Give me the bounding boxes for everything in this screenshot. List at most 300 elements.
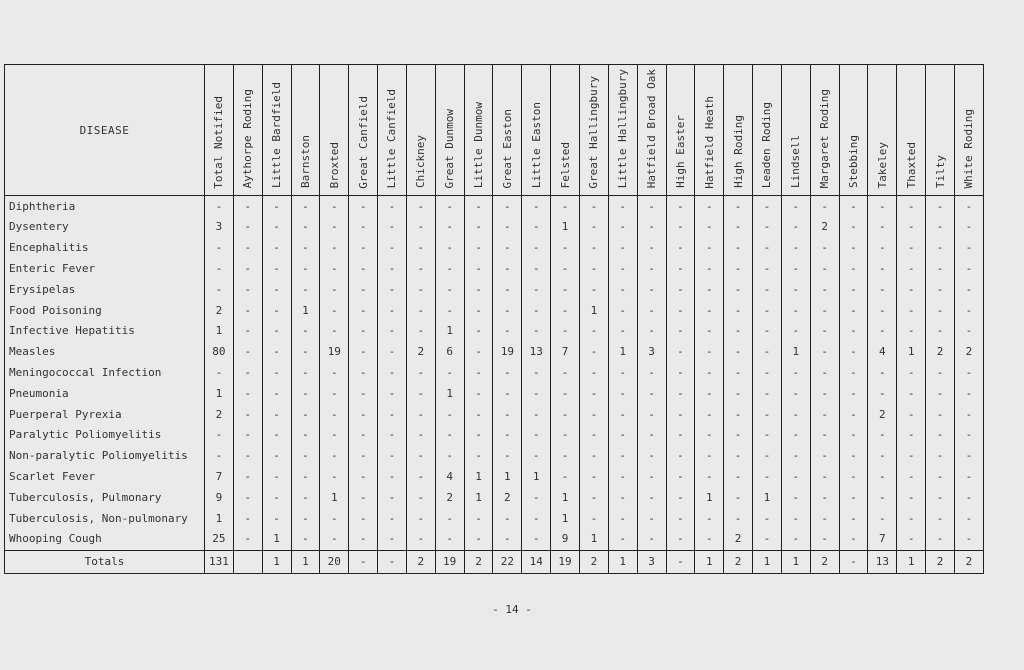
totals-cell: 2 xyxy=(926,550,955,573)
table-cell: - xyxy=(378,217,407,238)
table-cell: - xyxy=(637,446,666,467)
table-cell: - xyxy=(753,259,782,280)
totals-cell: 1 xyxy=(753,550,782,573)
table-cell: - xyxy=(291,279,320,300)
table-cell: - xyxy=(608,300,637,321)
table-cell: - xyxy=(637,321,666,342)
table-cell: - xyxy=(522,508,551,529)
table-cell: - xyxy=(695,342,724,363)
table-cell: - xyxy=(435,217,464,238)
table-cell: - xyxy=(608,279,637,300)
totals-cell: 19 xyxy=(551,550,580,573)
totals-cell: - xyxy=(666,550,695,573)
table-cell: - xyxy=(724,363,753,384)
table-cell: 3 xyxy=(637,342,666,363)
table-cell: - xyxy=(608,404,637,425)
table-cell: - xyxy=(378,259,407,280)
table-cell: 1 xyxy=(522,467,551,488)
column-header-22 xyxy=(839,65,868,196)
table-cell: - xyxy=(551,259,580,280)
table-cell: 1 xyxy=(262,529,291,550)
table-cell: - xyxy=(724,487,753,508)
table-cell: - xyxy=(233,425,262,446)
table-cell: - xyxy=(291,342,320,363)
table-cell: - xyxy=(349,259,378,280)
table-cell: - xyxy=(753,383,782,404)
table-cell: - xyxy=(522,529,551,550)
table-cell: - xyxy=(724,321,753,342)
column-header-7 xyxy=(406,65,435,196)
table-cell: - xyxy=(810,196,839,217)
table-cell: - xyxy=(781,508,810,529)
table-cell: - xyxy=(666,300,695,321)
totals-cell: 2 xyxy=(954,550,983,573)
table-cell: 2 xyxy=(406,342,435,363)
column-header-0 xyxy=(205,65,234,196)
table-cell: 3 xyxy=(205,217,234,238)
table-cell: 1 xyxy=(695,487,724,508)
table-cell: - xyxy=(666,487,695,508)
table-cell: - xyxy=(695,425,724,446)
table-cell: - xyxy=(320,279,349,300)
table-cell: - xyxy=(291,217,320,238)
table-cell: - xyxy=(608,467,637,488)
table-cell: - xyxy=(926,259,955,280)
table-cell: - xyxy=(954,508,983,529)
table-cell: - xyxy=(637,508,666,529)
table-cell: - xyxy=(608,383,637,404)
table-cell: - xyxy=(753,279,782,300)
table-cell: - xyxy=(320,404,349,425)
table-cell: - xyxy=(926,217,955,238)
table-cell: - xyxy=(753,529,782,550)
table-cell: - xyxy=(781,529,810,550)
table-cell: - xyxy=(262,467,291,488)
totals-cell: 1 xyxy=(262,550,291,573)
table-cell: - xyxy=(897,300,926,321)
table-cell: - xyxy=(695,383,724,404)
table-cell: - xyxy=(724,508,753,529)
table-cell: - xyxy=(522,446,551,467)
table-cell: - xyxy=(666,217,695,238)
table-cell: - xyxy=(868,259,897,280)
table-cell: - xyxy=(291,508,320,529)
table-cell: - xyxy=(406,279,435,300)
table-cell: - xyxy=(781,259,810,280)
table-cell: 1 xyxy=(464,467,493,488)
table-cell: - xyxy=(522,487,551,508)
table-cell: - xyxy=(753,300,782,321)
totals-cell: - xyxy=(378,550,407,573)
disease-column-header: DISEASE xyxy=(5,65,205,196)
table-cell: - xyxy=(406,321,435,342)
table-cell: - xyxy=(637,425,666,446)
table-cell: - xyxy=(637,383,666,404)
disease-name: Diphtheria xyxy=(5,196,205,217)
table-cell: - xyxy=(522,217,551,238)
table-cell: - xyxy=(781,363,810,384)
table-cell: - xyxy=(464,508,493,529)
table-cell: - xyxy=(435,404,464,425)
table-cell: - xyxy=(378,238,407,259)
table-cell: - xyxy=(810,259,839,280)
table-cell: - xyxy=(464,300,493,321)
table-cell: - xyxy=(579,238,608,259)
table-cell: - xyxy=(897,217,926,238)
table-cell: 25 xyxy=(205,529,234,550)
table-cell: - xyxy=(493,217,522,238)
table-cell: - xyxy=(551,446,580,467)
table-cell: - xyxy=(781,425,810,446)
table-cell: - xyxy=(262,321,291,342)
column-header-label: Thaxted xyxy=(904,141,918,189)
table-cell: - xyxy=(349,300,378,321)
table-cell: - xyxy=(926,425,955,446)
column-header-1 xyxy=(233,65,262,196)
column-header-label: Total Notified xyxy=(212,95,226,189)
table-cell: - xyxy=(637,259,666,280)
table-cell: - xyxy=(579,508,608,529)
table-cell: - xyxy=(406,487,435,508)
table-cell: - xyxy=(291,238,320,259)
table-row xyxy=(5,238,984,259)
table-cell: - xyxy=(695,508,724,529)
column-header-5 xyxy=(349,65,378,196)
table-cell: - xyxy=(810,238,839,259)
table-cell: 7 xyxy=(551,342,580,363)
table-row xyxy=(5,383,984,404)
table-cell: - xyxy=(349,196,378,217)
table-cell: - xyxy=(320,238,349,259)
table-cell: - xyxy=(522,300,551,321)
table-cell: 80 xyxy=(205,342,234,363)
table-cell: - xyxy=(320,321,349,342)
table-cell: - xyxy=(637,467,666,488)
table-cell: - xyxy=(724,342,753,363)
table-cell: - xyxy=(954,404,983,425)
table-cell: 2 xyxy=(810,217,839,238)
table-cell: - xyxy=(464,529,493,550)
table-cell: - xyxy=(233,238,262,259)
column-header-18 xyxy=(724,65,753,196)
column-header-label: Margaret Roding xyxy=(818,88,832,189)
table-cell: - xyxy=(406,196,435,217)
table-cell: - xyxy=(435,529,464,550)
table-cell: - xyxy=(810,321,839,342)
column-header-label: Little Bardfield xyxy=(270,82,284,189)
table-cell: - xyxy=(666,404,695,425)
table-cell: - xyxy=(781,467,810,488)
table-cell: - xyxy=(637,529,666,550)
disease-name: Encephalitis xyxy=(5,238,205,259)
table-cell: - xyxy=(349,425,378,446)
table-cell: - xyxy=(464,259,493,280)
table-cell: - xyxy=(666,196,695,217)
table-cell: - xyxy=(781,279,810,300)
table-cell: - xyxy=(666,238,695,259)
column-header-label: Stebbing xyxy=(846,135,860,189)
table-cell: - xyxy=(320,259,349,280)
totals-cell: 19 xyxy=(435,550,464,573)
table-cell: - xyxy=(637,196,666,217)
totals-cell: - xyxy=(839,550,868,573)
table-cell: - xyxy=(666,383,695,404)
table-cell: 2 xyxy=(926,342,955,363)
table-cell: - xyxy=(464,383,493,404)
table-cell: - xyxy=(406,446,435,467)
table-cell: - xyxy=(349,529,378,550)
column-header-2 xyxy=(262,65,291,196)
table-cell: - xyxy=(839,446,868,467)
table-cell: - xyxy=(954,467,983,488)
table-cell: - xyxy=(464,321,493,342)
table-cell: - xyxy=(868,238,897,259)
table-cell: - xyxy=(291,446,320,467)
table-row xyxy=(5,259,984,280)
table-cell: - xyxy=(291,383,320,404)
column-header-label: High Easter xyxy=(673,115,687,189)
table-cell: - xyxy=(695,238,724,259)
table-cell: - xyxy=(349,487,378,508)
table-cell: - xyxy=(695,467,724,488)
table-cell: 2 xyxy=(493,487,522,508)
table-cell: - xyxy=(839,487,868,508)
column-header-label: Chickney xyxy=(414,135,428,189)
table-cell: - xyxy=(233,446,262,467)
table-cell: - xyxy=(839,425,868,446)
table-cell: - xyxy=(522,279,551,300)
totals-cell: 20 xyxy=(320,550,349,573)
table-cell: 6 xyxy=(435,342,464,363)
table-cell: - xyxy=(954,196,983,217)
column-header-label: Tilty xyxy=(933,155,947,189)
table-cell: - xyxy=(493,404,522,425)
table-cell: - xyxy=(724,425,753,446)
disease-name: Pneumonia xyxy=(5,383,205,404)
table-cell: - xyxy=(291,404,320,425)
table-cell: - xyxy=(897,259,926,280)
table-cell: - xyxy=(320,217,349,238)
table-cell: - xyxy=(320,383,349,404)
table-cell: - xyxy=(579,259,608,280)
table-cell: 1 xyxy=(551,217,580,238)
table-cell: - xyxy=(810,404,839,425)
table-cell: - xyxy=(839,217,868,238)
table-cell: - xyxy=(839,196,868,217)
table-cell: - xyxy=(608,217,637,238)
table-cell: - xyxy=(262,383,291,404)
table-cell: - xyxy=(781,487,810,508)
table-cell: - xyxy=(406,529,435,550)
table-cell: - xyxy=(291,487,320,508)
column-header-20 xyxy=(781,65,810,196)
table-cell: - xyxy=(608,259,637,280)
table-cell: - xyxy=(493,383,522,404)
table-cell: - xyxy=(406,383,435,404)
table-cell: - xyxy=(753,238,782,259)
table-cell: - xyxy=(695,300,724,321)
totals-cell: 2 xyxy=(406,550,435,573)
table-cell: - xyxy=(753,196,782,217)
table-cell: - xyxy=(262,238,291,259)
table-cell: - xyxy=(262,279,291,300)
table-cell: 1 xyxy=(464,487,493,508)
table-cell: - xyxy=(579,467,608,488)
table-cell: - xyxy=(810,425,839,446)
table-cell: - xyxy=(349,508,378,529)
table-cell: - xyxy=(954,529,983,550)
table-cell: - xyxy=(724,238,753,259)
table-cell: - xyxy=(868,217,897,238)
table-cell: - xyxy=(320,363,349,384)
column-header-11 xyxy=(522,65,551,196)
table-cell: - xyxy=(522,196,551,217)
table-cell: - xyxy=(464,279,493,300)
table-cell: - xyxy=(349,383,378,404)
table-cell: - xyxy=(464,425,493,446)
table-cell: - xyxy=(579,321,608,342)
table-cell: - xyxy=(868,363,897,384)
table-header-row xyxy=(5,65,984,196)
table-cell: - xyxy=(897,487,926,508)
column-header-label: Broxted xyxy=(327,141,341,189)
table-cell: - xyxy=(810,508,839,529)
column-header-label: Little Hallingbury xyxy=(616,69,630,189)
table-cell: - xyxy=(724,467,753,488)
table-cell: - xyxy=(522,238,551,259)
table-cell: - xyxy=(897,363,926,384)
table-cell: - xyxy=(897,238,926,259)
table-cell: - xyxy=(579,425,608,446)
table-cell: - xyxy=(724,383,753,404)
table-cell: - xyxy=(926,508,955,529)
table-cell: - xyxy=(579,342,608,363)
table-cell: - xyxy=(551,279,580,300)
table-cell: - xyxy=(406,508,435,529)
table-cell: - xyxy=(464,217,493,238)
table-cell: - xyxy=(753,321,782,342)
table-cell: - xyxy=(435,196,464,217)
table-cell: 1 xyxy=(493,467,522,488)
table-cell: - xyxy=(724,446,753,467)
table-cell: - xyxy=(205,363,234,384)
table-cell: - xyxy=(522,321,551,342)
table-cell: - xyxy=(378,342,407,363)
table-cell: - xyxy=(897,446,926,467)
table-cell: - xyxy=(493,508,522,529)
table-cell: - xyxy=(464,196,493,217)
table-cell: - xyxy=(551,196,580,217)
table-cell: - xyxy=(897,529,926,550)
table-cell: 1 xyxy=(781,342,810,363)
table-cell: - xyxy=(320,446,349,467)
table-cell: - xyxy=(262,300,291,321)
column-header-9 xyxy=(464,65,493,196)
column-header-10 xyxy=(493,65,522,196)
table-cell: - xyxy=(608,529,637,550)
table-cell: - xyxy=(493,300,522,321)
table-cell: - xyxy=(954,363,983,384)
table-cell: - xyxy=(435,363,464,384)
table-cell: - xyxy=(579,404,608,425)
table-cell: - xyxy=(868,487,897,508)
table-cell: - xyxy=(781,238,810,259)
table-cell: - xyxy=(608,508,637,529)
column-header-12 xyxy=(551,65,580,196)
table-cell: - xyxy=(926,363,955,384)
table-cell: - xyxy=(666,363,695,384)
table-cell: - xyxy=(378,404,407,425)
table-cell: - xyxy=(839,238,868,259)
table-cell: - xyxy=(233,259,262,280)
table-cell: - xyxy=(695,217,724,238)
table-cell: - xyxy=(839,279,868,300)
table-cell: 1 xyxy=(435,321,464,342)
table-cell: - xyxy=(897,279,926,300)
table-cell: - xyxy=(406,404,435,425)
table-cell: - xyxy=(205,259,234,280)
table-cell: - xyxy=(926,487,955,508)
table-cell: - xyxy=(637,279,666,300)
table-cell: - xyxy=(926,321,955,342)
column-header-label: White Roding xyxy=(962,108,976,189)
table-cell: - xyxy=(406,217,435,238)
table-cell: - xyxy=(378,487,407,508)
table-cell: - xyxy=(753,425,782,446)
column-header-label: Great Canfield xyxy=(356,95,370,189)
table-row xyxy=(5,217,984,238)
table-cell: - xyxy=(291,467,320,488)
totals-label: Totals xyxy=(5,550,205,573)
column-header-16 xyxy=(666,65,695,196)
table-cell: - xyxy=(233,508,262,529)
table-cell: - xyxy=(839,342,868,363)
table-cell: - xyxy=(810,487,839,508)
table-cell: - xyxy=(435,300,464,321)
table-cell: - xyxy=(926,404,955,425)
table-cell: - xyxy=(378,279,407,300)
table-cell: 4 xyxy=(435,467,464,488)
table-cell: - xyxy=(810,363,839,384)
column-header-label: Leaden Roding xyxy=(760,102,774,189)
table-row xyxy=(5,529,984,550)
column-header-label: Great Easton xyxy=(500,108,514,189)
table-cell: - xyxy=(378,446,407,467)
table-cell: - xyxy=(954,321,983,342)
table-cell: 19 xyxy=(493,342,522,363)
table-cell: - xyxy=(233,404,262,425)
table-cell: - xyxy=(233,383,262,404)
table-cell: - xyxy=(897,508,926,529)
totals-cell: 2 xyxy=(724,550,753,573)
table-cell: - xyxy=(233,487,262,508)
table-cell: - xyxy=(810,529,839,550)
table-cell: - xyxy=(551,300,580,321)
table-cell: - xyxy=(695,446,724,467)
table-cell: 1 xyxy=(608,342,637,363)
table-cell: - xyxy=(551,425,580,446)
table-cell: - xyxy=(406,467,435,488)
column-header-label: Little Canfield xyxy=(385,88,399,189)
table-cell: - xyxy=(349,404,378,425)
table-cell: - xyxy=(868,425,897,446)
table-cell: - xyxy=(349,342,378,363)
table-cell: - xyxy=(781,321,810,342)
table-cell: - xyxy=(551,363,580,384)
disease-name: Tuberculosis, Non-pulmonary xyxy=(5,508,205,529)
column-header-14 xyxy=(608,65,637,196)
table-cell: 13 xyxy=(522,342,551,363)
